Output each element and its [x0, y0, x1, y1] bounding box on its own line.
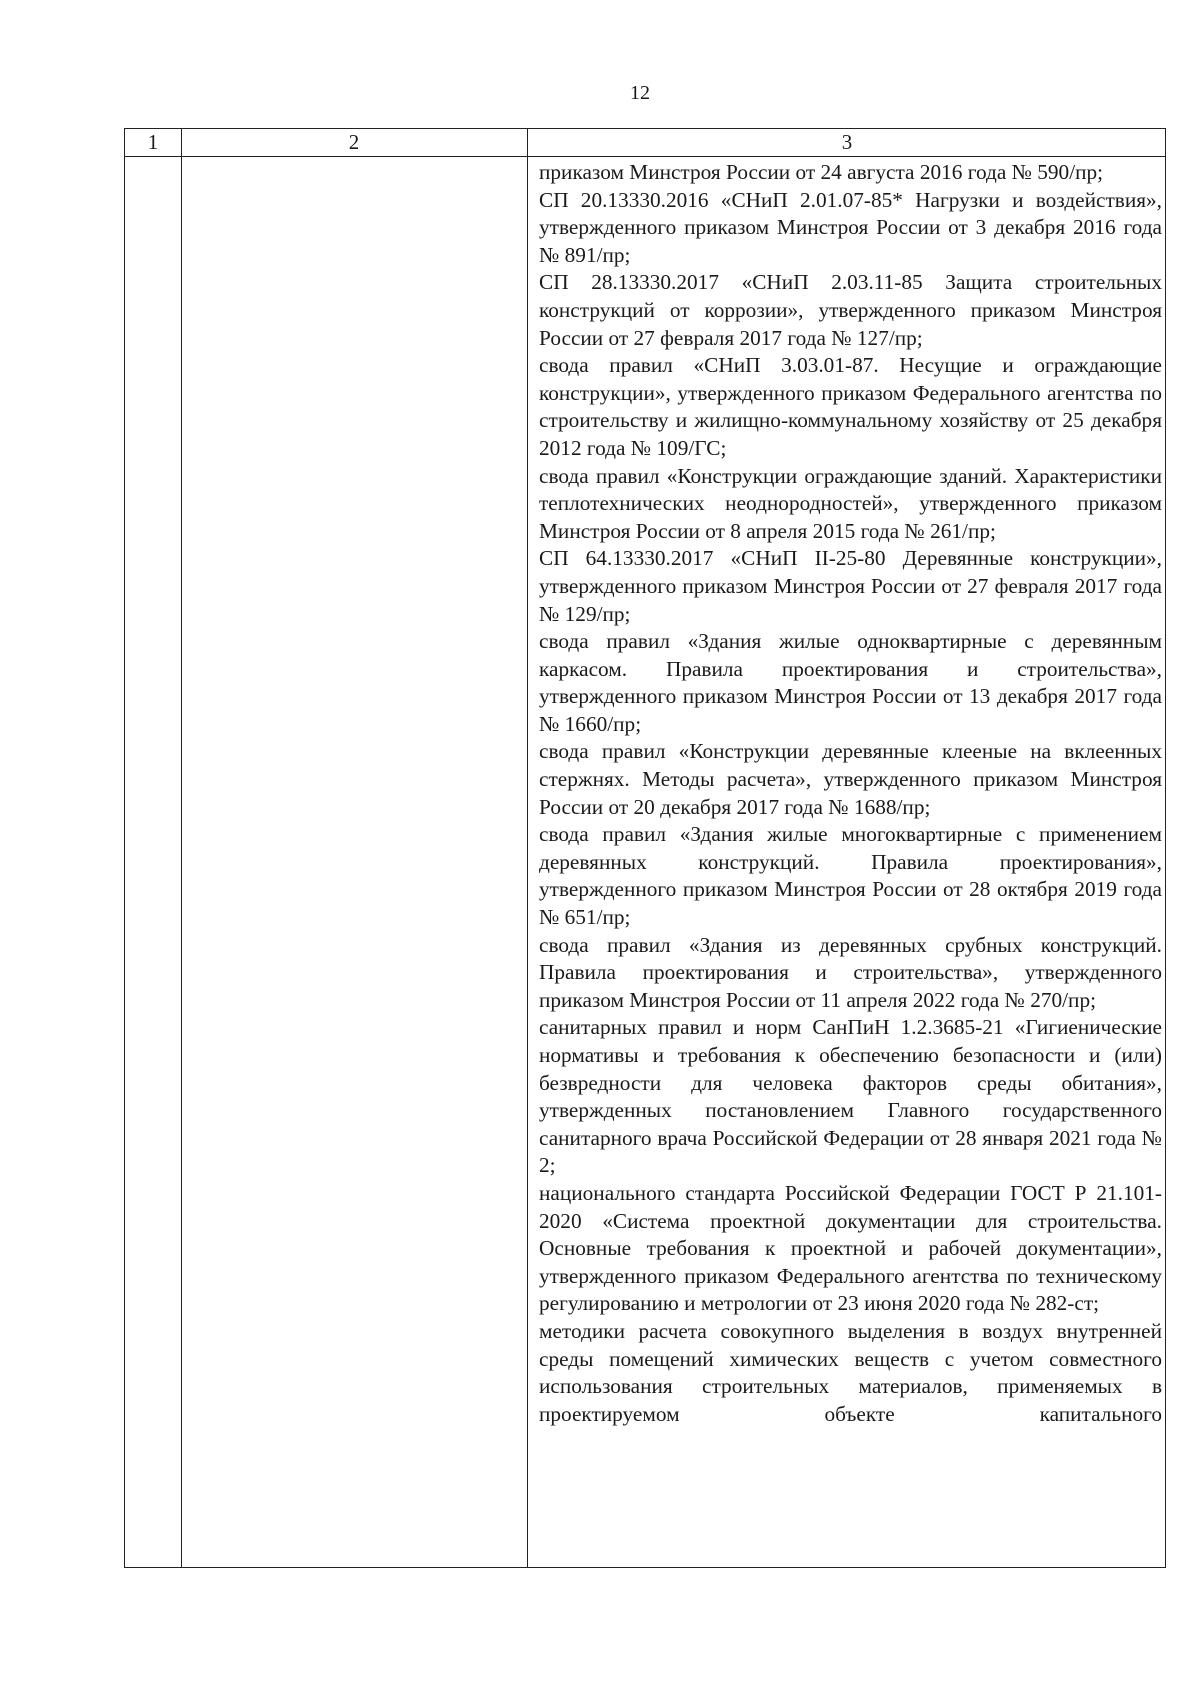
regulation-item: свода правил «Конструкции ограждающие зданий. Характеристики теплотехнических неоднородностей», утвержденного приказом Минстроя России от 8 апреля 2015 года № 261/пр; — [539, 463, 1162, 543]
column-3-content — [539, 159, 1162, 1428]
column-divider-1 — [181, 129, 182, 1567]
column-header-3: 3 — [841, 130, 853, 154]
regulation-item: свода правил «СНиП 3.03.01-87. Несущие и ограждающие конструкции», утвержденного приказом Федерального агентства по строительству и жилищно-коммунальному хозяйству от 25 декабря 2012 года № 109/ГС; — [539, 353, 1162, 460]
column-header-1: 1 — [147, 130, 159, 154]
regulation-item: свода правил «Здания жилые одноквартирные с деревянным каркасом. Правила проектирования и строительства», утвержденного приказом Минстроя России от 13 декабря 2017 года № 1660/пр; — [539, 629, 1162, 736]
regulation-item: свода правил «Здания жилые многоквартирные с применением деревянных конструкций. Правила проектирования», утвержденного приказом Минстроя России от 28 октября 2019 года № 651/пр; — [539, 822, 1162, 930]
regulation-item: свода правил «Здания из деревянных срубных конструкций. Правила проектирования и строительства», утвержденного приказом Минстроя России от 11 апреля 2022 года № 270/пр; — [539, 932, 1162, 1012]
page-number: 12 — [630, 82, 650, 104]
column-divider-2 — [527, 129, 528, 1567]
regulation-item: СП 64.13330.2017 «СНиП II-25-80 Деревянные конструкции», утвержденного приказом Минстроя России от 27 февраля 2017 года № 129/пр; — [539, 546, 1162, 626]
column-header-2: 2 — [348, 130, 360, 154]
regulation-item: санитарных правил и норм СанПиН 1.2.3685-21 «Гигиенические нормативы и требования к обеспечению безопасности и (или) безвредности для человека факторов среды обитания», утвержденных постановлением Главного государственного санитарного врача Российской Федерации от 28 января 2021 года № 2; — [539, 1015, 1162, 1178]
regulation-item: приказом Минстроя России от 24 августа 2016 года № 590/пр; — [539, 160, 1104, 184]
regulation-item: СП 20.13330.2016 «СНиП 2.01.07-85* Нагрузки и воздействия», утвержденного приказом Минстроя России от 3 декабря 2016 года № 891/пр; — [539, 187, 1162, 267]
regulation-item: национального стандарта Российской Федерации ГОСТ Р 21.101-2020 «Система проектной документации для строительства. Основные требования к проектной и рабочей документации», утвержденного приказом Федерального агентства по техническому регулированию и метрологии от 23 июня 2020 года № 282-ст; — [539, 1180, 1162, 1316]
regulations-table — [124, 128, 1166, 1568]
regulation-item: СП 28.13330.2017 «СНиП 2.03.11-85 Защита строительных конструкций от коррозии», утвержденного приказом Минстроя России от 27 февраля 2017 года № 127/пр; — [539, 270, 1162, 350]
header-row-divider — [125, 156, 1165, 157]
regulation-item: свода правил «Конструкции деревянные клееные на вклеенных стержнях. Методы расчета», утвержденного приказом Минстроя России от 20 декабря 2017 года № 1688/пр; — [539, 739, 1162, 819]
regulation-item: методики расчета совокупного выделения в воздух внутренней среды помещений химических веществ с учетом совместного использования строительных материалов, применяемых в проектируемом объекте капитального — [539, 1318, 1162, 1426]
